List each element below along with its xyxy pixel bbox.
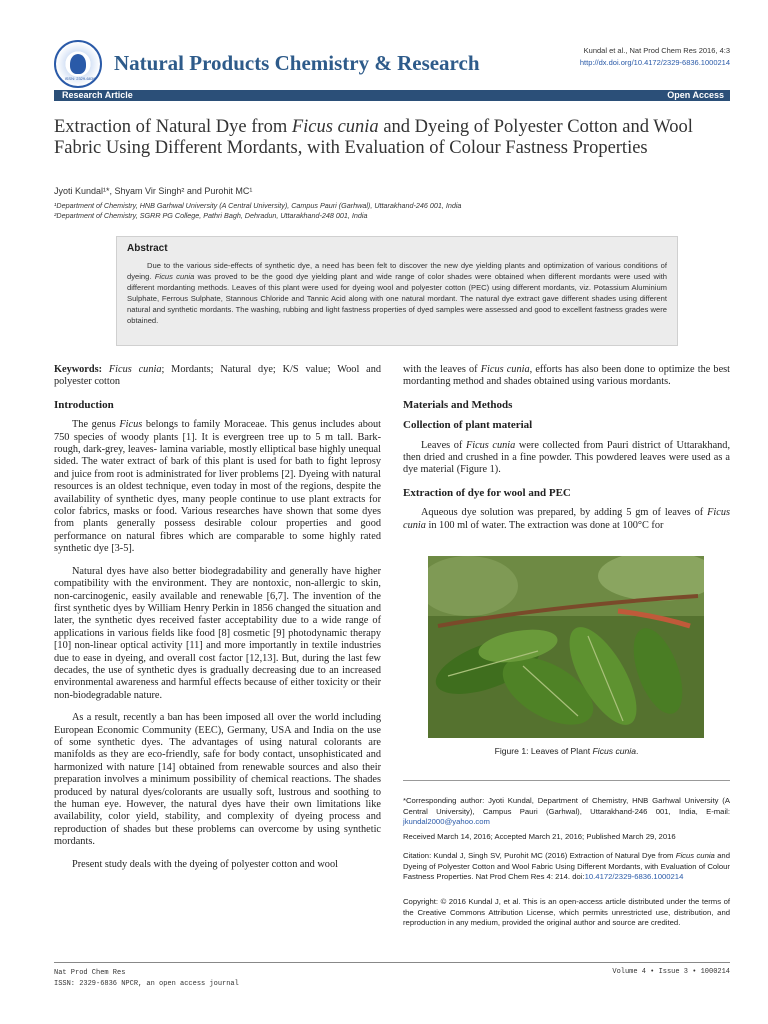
- footer-volume-issue: Volume 4 • Issue 3 • 1000214: [612, 968, 730, 976]
- author-email-link[interactable]: jkundal2000@yahoo.com: [403, 817, 490, 827]
- extraction-subheading: Extraction of dye for wool and PEC: [403, 486, 571, 499]
- collection-subheading: Collection of plant material: [403, 419, 533, 432]
- right-paragraph-0: with the leaves of Ficus cunia, efforts has also been done to optimize the best mordanting method and shades obtained using various mordants.: [403, 364, 731, 388]
- notes-divider: [403, 780, 730, 781]
- intro-paragraph-3: As a result, recently a ban has been imposed all over the world including European Economic Community (EEC), Germany, USA and India on the use of some synthetic dyes. The advantages of using natural colorants are manifolds as they are eco-friendly, safe for body contact, unsophisticated and harmonized with nature [14] obtained from renewable sources and also their preparation involves a minimum possibility of chemical reactions. The shades produced by natural dyes/colorants are usually soft, lustrous and soothing to the human eye. However, the natural dyes have their own limitations like availability, color yield, stability, and complexity of dyeing process and reproduction of shades but these problems can overcome by using synthetic mordants.: [54, 712, 381, 848]
- affiliation-2: ²Department of Chemistry, SGRR PG College, Pathri Bagh, Dehradun, Uttarakhand-248 001, India: [54, 211, 368, 220]
- footer-journal-name: Nat Prod Chem Res: [54, 969, 126, 977]
- journal-header: [54, 40, 730, 88]
- article-type: Research Article: [62, 90, 133, 100]
- doi-link[interactable]: http://dx.doi.org/10.4172/2329-6836.1000214: [579, 58, 730, 67]
- copyright-note: Copyright: © 2016 Kundal J, et al. This is an open-access article distributed under the terms of the Creative Commons Attribution License, which permits unrestricted use, distribution, and reproduction in any medium, provided the original author and source are credited.: [403, 897, 730, 928]
- logo-issn: ISSN: 2329-6836: [64, 76, 96, 81]
- footer-divider: [54, 962, 730, 963]
- figure-1-leaves-image: [428, 556, 704, 738]
- extraction-paragraph: Aqueous dye solution was prepared, by adding 5 gm of leaves of Ficus cunia in 100 ml of water. The extraction was done at 100°C for: [403, 507, 730, 531]
- right-column: [403, 364, 730, 542]
- article-type-bar: [54, 90, 730, 101]
- abstract-box: [116, 236, 678, 346]
- citation-note: Citation: Kundal J, Singh SV, Purohit MC (2016) Extraction of Natural Dye from Ficus cunia and Dyeing of Polyester Cotton and Wool Fabric Using Different Mordants, with Evaluation of Colour Fastness Properties. Nat Prod Chem Res 4: 214. doi:10.4172/2329-6836.1000214: [403, 851, 730, 882]
- citation-line: Kundal et al., Nat Prod Chem Res 2016, 4:3: [583, 46, 730, 55]
- intro-paragraph-1: The genus Ficus belongs to family Moraceae. This genus includes about 750 species of woody plants [1]. It is evergreen tree up to 5 m tall. Bark- rough, dark-grey, leaves- lamina variable, mostly elliptical base highly unequal sided. The water extract of bark of this plant is used for bath to fight leprosy and juice from root is administrated for liver problems [2]. Dyeing with natural resources is an oldest technique, even today in most of the regions, despite the availability of synthetic dyes, many people continue to use plant extracts for color fabrics, masks or food. Various researches have shown that some dyes from plants generally possess desirable colour properties and good performance on natural fibres which are comparable to some highly rated synthetic dye [3-5].: [54, 419, 381, 555]
- intro-paragraph-4: Present study deals with the dyeing of polyester cotton and wool: [72, 858, 338, 870]
- affiliation-1: ¹Department of Chemistry, HNB Garhwal University (A Central University), Campus Pauri (Garhwal), Uttarakhand-246 001, India: [54, 201, 462, 210]
- received-dates: Received March 14, 2016; Accepted March 21, 2016; Published March 29, 2016: [403, 832, 676, 841]
- figure-1-caption: Figure 1: Leaves of Plant Ficus cunia.: [494, 746, 639, 756]
- materials-methods-heading: Materials and Methods: [403, 398, 513, 411]
- abstract-heading: Abstract: [127, 243, 168, 254]
- corresponding-author: *Corresponding author: Jyoti Kundal, Department of Chemistry, HNB Garhwal University (A Central University), Campus Pauri (Garhwal), Uttarakhand-246 001, India, E-mail: jkundal2000@yahoo.com: [403, 796, 730, 827]
- introduction-heading: Introduction: [54, 398, 114, 411]
- abstract-text: Due to the various side-effects of synthetic dye, a need has been felt to discover the new dye yielding plants and optimization of various conditions of dyeing. Ficus cunia was proved to be the good dye yielding plant and wide range of color shades were obtained when different mordants were used with different mordanting methods. Leaves of this plant were used for dyeing wool and polyester cotton (PEC) using different mordants, viz. Potassium Aluminium Sulphate, Ferrous Sulphate, Stannous Chloride and Tannic Acid along with one natural mordant. The natural dye extract gave different shades using different natural and synthetic mordants. The washing, rubbing and light fastness properties of dyed samples were assessed and good to excellent fastness grades were obtained.: [127, 261, 667, 325]
- footer-journal-info: [54, 968, 239, 990]
- intro-paragraph-2: Natural dyes have also better biodegradability and generally have higher compatibility with the environment. They are nontoxic, non-allergic to skin, non-carcinogenic, easily available and renewable [6,7]. The invention of the first synthetic dyes by William Henry Perkin in 1856 changed the situation and later, the synthetic dyes received faster acceptability due to a wide range of applications in various fields like food [8] cosmetic [9] photodynamic therapy [10] non-linear optical activity [11] and more importantly in textile industries due to ease in dyeing, and overall cost factor [12,13]. But, during the last few decades, the use of synthetic dyes is gradually decreasing due to an increased environmental awareness and harmful effects because of either toxicity or their non-biodegradable nature.: [54, 565, 381, 701]
- journal-title: Natural Products Chemistry & Research: [114, 51, 480, 75]
- author-list: Jyoti Kundal¹*, Shyam Vir Singh² and Purohit MC¹: [54, 186, 253, 196]
- left-column: [54, 364, 381, 881]
- journal-logo-icon: [54, 40, 102, 88]
- collection-paragraph: Leaves of Ficus cunia were collected from Pauri district of Uttarakhand, then dried and crushed in a fine powder. This powdered leaves were used as a dye material (Figure 1).: [403, 439, 731, 476]
- keywords: Keywords: Ficus cunia; Mordants; Natural dye; K/S value; Wool and polyester cotton: [54, 364, 382, 388]
- citation-doi-link[interactable]: 10.4172/2329-6836.1000214: [584, 872, 684, 882]
- article-title: Extraction of Natural Dye from Ficus cunia and Dyeing of Polyester Cotton and Wool Fabric Using Different Mordants, with Evaluation of Colour Fastness Properties: [54, 117, 693, 158]
- open-access-label: Open Access: [667, 90, 724, 100]
- footer-issn: ISSN: 2329-6836 NPCR, an open access journal: [54, 980, 239, 988]
